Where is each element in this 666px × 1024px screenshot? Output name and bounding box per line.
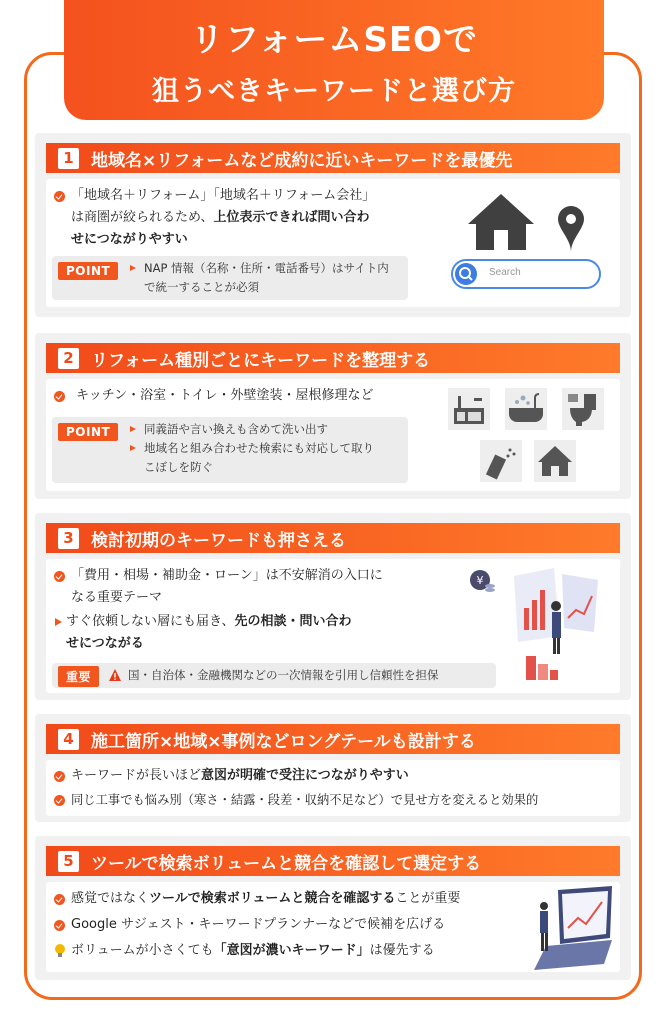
bullet-text: すぐ依頼しない層にも届き、 bbox=[66, 614, 235, 629]
bullet-item bbox=[54, 611, 454, 655]
check-icon bbox=[54, 920, 65, 931]
point-badge: POINT bbox=[58, 262, 118, 280]
search-icon[interactable] bbox=[455, 263, 477, 285]
kitchen-icon bbox=[448, 388, 490, 430]
section-2-heading bbox=[46, 343, 620, 373]
check-icon bbox=[54, 894, 65, 905]
important-badge: 重要 bbox=[58, 666, 99, 687]
bullet-text: ボリュームが小さくても bbox=[71, 943, 214, 958]
bullet-item bbox=[54, 185, 434, 251]
note-text: で統一することが必須 bbox=[144, 280, 259, 294]
bullet-item bbox=[54, 765, 614, 787]
section-title: ツールで検索ボリュームと競合を確認して選定する bbox=[91, 853, 482, 874]
section-title: リフォーム種別ごとにキーワードを整理する bbox=[91, 350, 431, 371]
lightbulb-icon bbox=[54, 943, 66, 959]
bullet-emphasis: 先の相談・問い合わ bbox=[234, 614, 352, 629]
bullet-text: は優先する bbox=[369, 943, 435, 958]
section-4-body bbox=[46, 760, 620, 816]
point-box bbox=[52, 417, 408, 483]
search-input[interactable] bbox=[451, 259, 601, 289]
search-placeholder: Search bbox=[489, 267, 521, 278]
yen-coins-icon bbox=[468, 568, 496, 596]
section-number: 3 bbox=[58, 528, 79, 549]
section-1 bbox=[35, 133, 631, 317]
bullet-text: 同じ工事でも悩み別（寒さ・結露・段差・収納不足など）で見せ方を変えると効果的 bbox=[71, 793, 539, 807]
bullet-text: 「地域名＋リフォーム」「地域名＋リフォーム会社」 bbox=[71, 188, 376, 203]
bullet-text: Google サジェスト・キーワードプランナーなどで候補を広げる bbox=[71, 917, 446, 932]
map-pin-icon bbox=[556, 205, 586, 253]
bullet-text: ことが重要 bbox=[395, 891, 461, 906]
bullet-item bbox=[54, 888, 534, 910]
note-text: 同義語や言い換えも含めて洗い出す bbox=[144, 422, 328, 436]
bullet-emphasis: ツールで検索ボリュームと競合を確認する bbox=[149, 891, 396, 906]
laptop-chart-icon bbox=[524, 884, 616, 972]
check-icon bbox=[54, 191, 65, 202]
bathtub-icon bbox=[505, 388, 547, 430]
note-line: 国・自治体・金融機関などの一次情報を引用し信頼性を担保 bbox=[128, 668, 439, 682]
bullet-item bbox=[54, 914, 534, 936]
paint-spray-icon bbox=[480, 440, 522, 482]
bullet-item bbox=[54, 789, 620, 811]
bullet-emphasis: せにつながりやすい bbox=[71, 232, 188, 247]
arrow-icon bbox=[130, 445, 136, 451]
analyst-chart-icon bbox=[504, 566, 604, 686]
bullet-text: キーワードが長いほど bbox=[71, 768, 202, 783]
point-box bbox=[52, 256, 408, 300]
note-text: NAP 情報（名称・住所・電話番号）はサイト内 bbox=[144, 261, 389, 275]
bullet-text: は商圏が絞られるため、 bbox=[71, 210, 214, 225]
house-icon bbox=[466, 192, 536, 252]
bullet-emphasis: 意図が明確で受注につながりやすい bbox=[201, 768, 409, 783]
check-icon bbox=[54, 391, 65, 402]
note-line bbox=[129, 439, 374, 477]
bullet-text: 「費用・相場・補助金・ローン」は不安解消の入口に bbox=[71, 568, 383, 583]
toilet-icon bbox=[562, 388, 604, 430]
section-number: 4 bbox=[58, 729, 79, 750]
bullet-item bbox=[54, 565, 454, 609]
note-line bbox=[129, 259, 389, 297]
section-3-heading bbox=[46, 523, 620, 553]
note-text: 地域名と組み合わせた検索にも対応して取り bbox=[144, 441, 374, 455]
arrow-icon bbox=[55, 618, 62, 626]
bullet-item bbox=[54, 385, 434, 407]
section-title: 検討初期のキーワードも押さえる bbox=[91, 530, 346, 551]
check-icon bbox=[54, 771, 65, 782]
bullet-emphasis: 「意図が濃いキーワード」 bbox=[213, 943, 370, 958]
section-1-heading bbox=[46, 143, 620, 173]
section-number: 5 bbox=[58, 851, 79, 872]
note-text: こぼしを防ぐ bbox=[144, 460, 213, 474]
bullet-text: なる重要テーマ bbox=[71, 590, 163, 605]
svg-text:¥: ¥ bbox=[476, 574, 484, 587]
important-box bbox=[52, 663, 496, 688]
bullet-emphasis: せにつながる bbox=[66, 636, 144, 651]
section-4-heading bbox=[46, 724, 620, 754]
bullet-text: キッチン・浴室・トイレ・外壁塗装・屋根修理など bbox=[76, 388, 374, 403]
house-exterior-icon bbox=[534, 440, 576, 482]
section-number: 2 bbox=[58, 348, 79, 369]
warning-icon bbox=[108, 668, 122, 682]
bullet-emphasis: 上位表示できれば問い合わ bbox=[213, 210, 370, 225]
section-title: 地域名×リフォームなど成約に近いキーワードを最優先 bbox=[91, 150, 513, 171]
title-line-1: リフォームSEOで bbox=[190, 20, 478, 60]
note-line bbox=[129, 420, 328, 439]
check-icon bbox=[54, 795, 65, 806]
bullet-item bbox=[54, 940, 534, 962]
title-line-2: 狙うべきキーワードと選び方 bbox=[152, 76, 516, 107]
page-title bbox=[64, 0, 604, 120]
bullet-text: 感覚ではなく bbox=[71, 891, 150, 906]
section-number: 1 bbox=[58, 148, 79, 169]
point-badge: POINT bbox=[58, 423, 118, 441]
section-4 bbox=[35, 714, 631, 822]
arrow-icon bbox=[130, 426, 136, 432]
check-icon bbox=[54, 571, 65, 582]
section-5-heading bbox=[46, 846, 620, 876]
section-title: 施工箇所×地域×事例などロングテールも設計する bbox=[91, 731, 476, 752]
arrow-icon bbox=[130, 265, 136, 271]
